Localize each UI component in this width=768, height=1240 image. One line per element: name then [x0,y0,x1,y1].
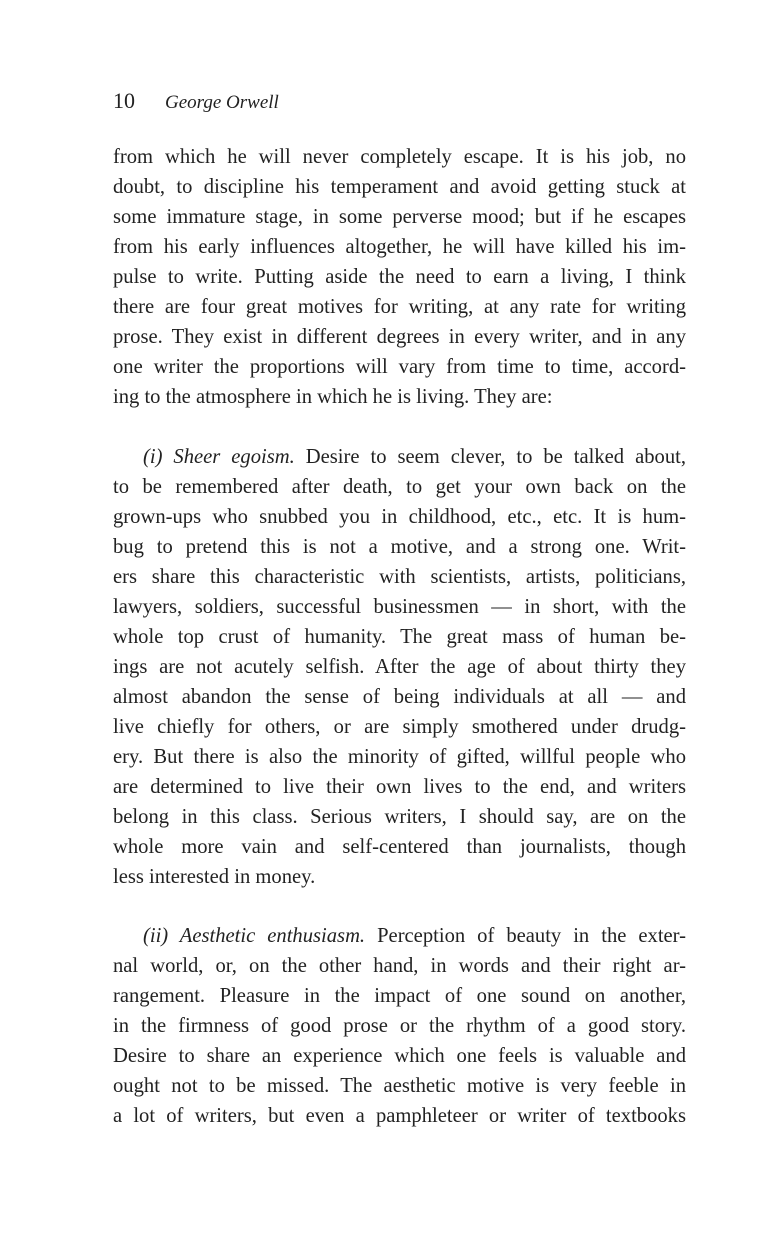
text-line [113,232,686,262]
line-text: almost abandon the sense of being individuals at all — and [113,685,686,708]
text-line [113,652,686,682]
text-line [113,322,686,352]
line-text: whole more vain and self-centered than journalists, though [113,835,686,858]
paragraph [113,142,686,412]
text-line [113,172,686,202]
line-text: Desire to share an experience which one feels is valuable and [113,1045,686,1067]
line-text: pulse to write. Putting aside the need to earn a living, I think [113,266,686,288]
text-line [113,772,686,802]
text-line [113,262,686,292]
text-line [113,802,686,832]
line-text: in the firmness of good prose or the rhythm of a good story. [113,1015,686,1037]
text-line [113,862,686,892]
paragraph [113,442,686,892]
line-text: prose. They exist in different degrees in every writer, and in any [113,326,686,348]
text-line [113,622,686,652]
section-lead: (i) Sheer egoism. [143,445,295,468]
line-text: less interested in money. [113,865,316,888]
line-text: are determined to live their own lives to the end, and writers [113,775,686,798]
text-line [113,502,686,532]
text-line [113,1011,686,1041]
text-line [113,562,686,592]
text-line [113,442,686,472]
page-number: 10 [113,88,135,113]
line-text: rangement. Pleasure in the impact of one sound on another, [113,985,686,1007]
line-text: some immature stage, in some perverse mood; but if he escapes [113,206,686,228]
text-line [113,352,686,382]
section-lead: (ii) Aesthetic enthusiasm. [143,925,366,947]
line-text: ings are not acutely selfish. After the age of about thirty they [113,655,686,678]
text-line [113,832,686,862]
line-text: lawyers, soldiers, successful businessmen — in short, with the [113,595,686,618]
text-line [113,292,686,322]
text-line [113,472,686,502]
text-line [113,981,686,1011]
text-line [113,682,686,712]
line-text: Perception of beauty in the exter- [365,925,686,947]
line-text: nal world, or, on the other hand, in words and their right ar- [113,955,686,977]
line-text: a lot of writers, but even a pamphleteer or writer of textbooks [113,1105,686,1127]
text-line [113,742,686,772]
line-text: belong in this class. Serious writers, I should say, are on the [113,805,686,828]
body-text [113,142,686,1161]
running-header [113,88,279,114]
line-text: live chiefly for others, or are simply smothered under drudg- [113,715,686,738]
line-text: ing to the atmosphere in which he is living. They are: [113,386,553,408]
text-line [113,592,686,622]
line-text: doubt, to discipline his temperament and avoid getting stuck at [113,176,686,198]
line-text: from which he will never completely escape. It is his job, no [113,146,686,168]
text-line [113,951,686,981]
line-text: ought not to be missed. The aesthetic motive is very feeble in [113,1075,686,1097]
line-text: there are four great motives for writing, at any rate for writing [113,296,686,318]
text-line [113,1071,686,1101]
paragraph [113,921,686,1131]
line-text: ery. But there is also the minority of gifted, willful people who [113,745,686,768]
line-text: grown-ups who snubbed you in childhood, etc., etc. It is hum- [113,505,686,528]
text-line [113,1041,686,1071]
line-text: one writer the proportions will vary from time to time, accord- [113,356,686,378]
text-line [113,1101,686,1131]
line-text: ers share this characteristic with scientists, artists, politicians, [113,565,686,588]
text-line [113,202,686,232]
running-title: George Orwell [165,92,279,113]
text-line [113,532,686,562]
text-line [113,142,686,172]
line-text: to be remembered after death, to get your own back on the [113,475,686,498]
text-line [113,382,686,412]
line-text: Desire to seem clever, to be talked about, [294,445,686,468]
line-text: whole top crust of humanity. The great mass of human be- [113,625,686,648]
text-line [113,712,686,742]
text-line [113,921,686,951]
line-text: bug to pretend this is not a motive, and a strong one. Writ- [113,535,686,558]
line-text: from his early influences altogether, he will have killed his im- [113,236,686,258]
